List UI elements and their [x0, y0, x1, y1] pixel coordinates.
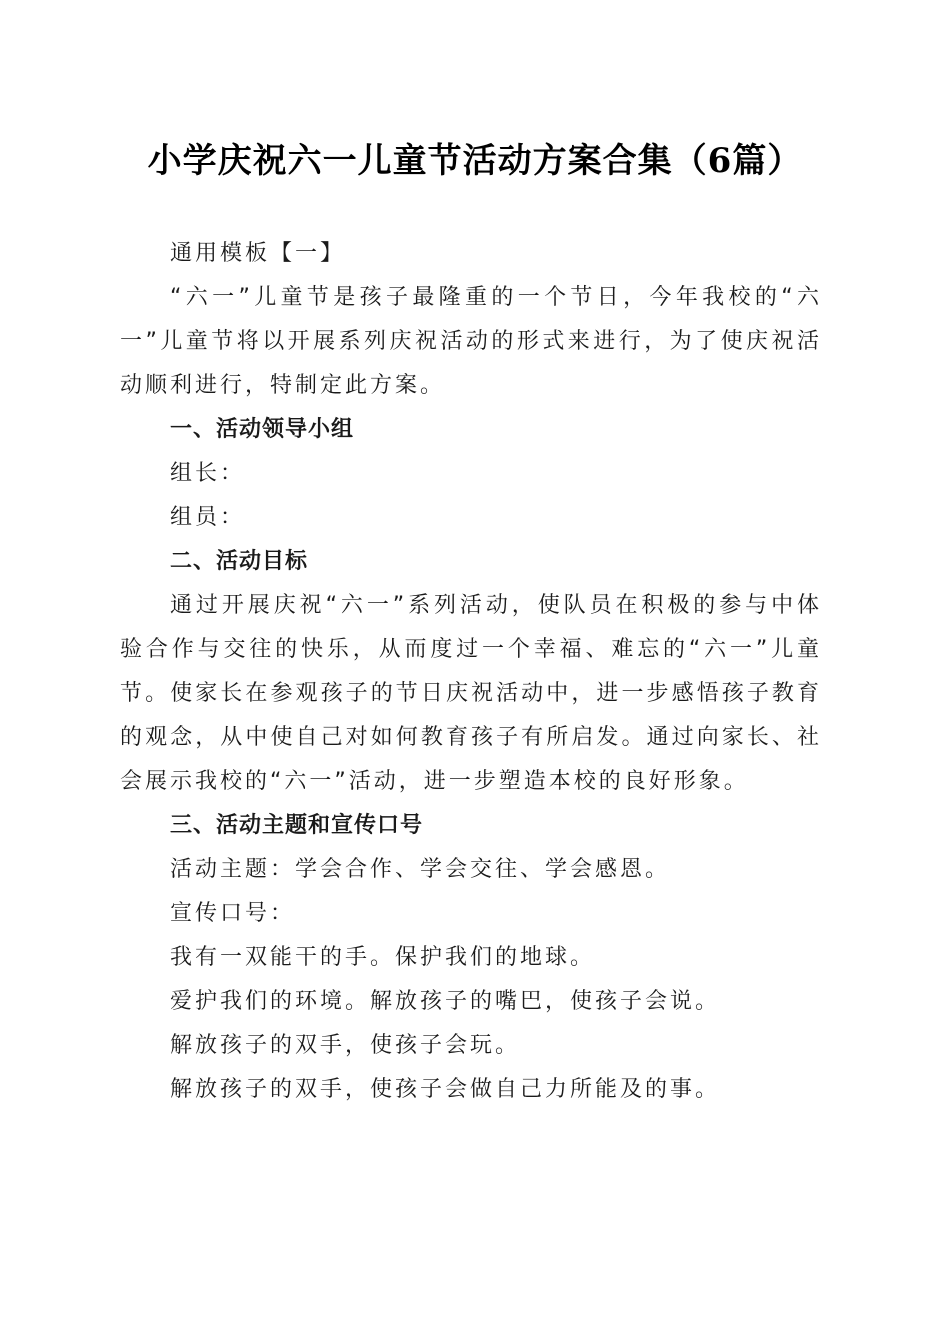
slogan-line: 解放孩子的双手，使孩子会玩。	[170, 1033, 521, 1058]
leader-line: 组长：	[170, 461, 246, 486]
theme-line: 活动主题：学会合作、学会交往、学会感恩。	[170, 857, 671, 882]
intro-paragraph: “六一”儿童节是孩子最隆重的一个节日，今年我校的“六一”儿童节将以开展系列庆祝活动的形式来进行，为了使庆祝活动顺利进行，特制定此方案。	[120, 285, 822, 398]
template-label: 通用模板【一】	[170, 241, 346, 266]
slogan-label: 宣传口号：	[170, 901, 296, 926]
section-heading-theme: 三、活动主题和宣传口号	[170, 813, 424, 838]
member-line: 组员：	[170, 505, 246, 530]
section-heading-goals: 二、活动目标	[170, 549, 309, 574]
document-title: 小学庆祝六一儿童节活动方案合集（6篇）	[147, 141, 803, 181]
document-body	[120, 232, 822, 1112]
slogan-line: 解放孩子的双手，使孩子会做自己力所能及的事。	[170, 1077, 721, 1102]
slogan-line: 我有一双能干的手。保护我们的地球。	[170, 945, 596, 970]
goals-paragraph: 通过开展庆祝“六一”系列活动，使队员在积极的参与中体验合作与交往的快乐，从而度过一个幸福、难忘的“六一”儿童节。使家长在参观孩子的节日庆祝活动中，进一步感悟孩子教育的观念，从中使自己对如何教育孩子有所启发。通过向家长、社会展示我校的“六一”活动，进一步塑造本校的良好形象。	[120, 593, 822, 794]
section-heading-leadership: 一、活动领导小组	[170, 417, 355, 442]
slogan-line: 爱护我们的环境。解放孩子的嘴巴，使孩子会说。	[170, 989, 721, 1014]
